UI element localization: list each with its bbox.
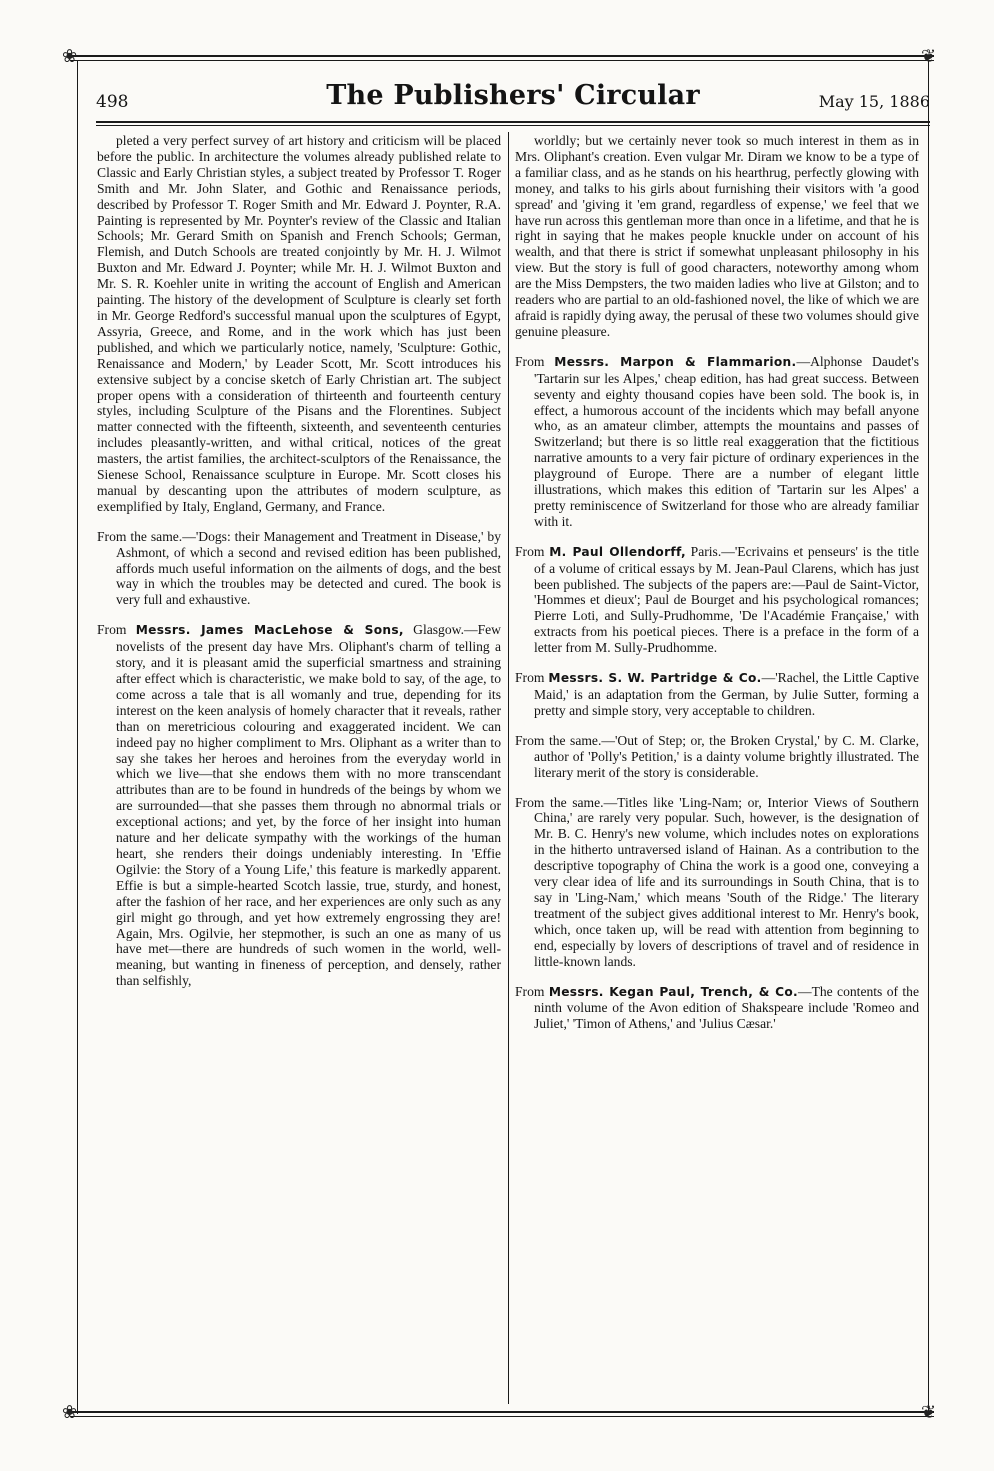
column-divider (508, 132, 509, 1404)
publisher-name: Messrs. James MacLehose & Sons, (135, 623, 404, 638)
article-paragraph (515, 354, 919, 530)
publisher-name: Messrs. Marpon & Flammarion. (554, 354, 797, 369)
paragraph-lead: From (97, 622, 136, 638)
paragraph-lead: From the same. (515, 732, 602, 748)
publisher-name: Messrs. S. W. Partridge & Co. (548, 671, 762, 686)
article-paragraph (515, 984, 919, 1033)
paragraph-lead: From the same. (97, 528, 183, 544)
paragraph-text: —'Rachel, the Little Captive Maid,' is an adaptation from the German, by Julie Sutter, forming a pretty and simple story, very acceptable to children. (534, 670, 919, 718)
right-column (515, 133, 919, 1032)
corner-ornament-icon: ❦ (921, 1402, 937, 1423)
corner-ornament-icon: ❀ (62, 1402, 78, 1423)
paragraph-text: worldly; but we certainly never took so much interest in them as in Mrs. Oliphant's creation. Even vulgar Mr. Diram we know to be a type of a familiar class, and as he stands on his hearthrug, perfectly glowing with money, and talks to his girls about furnishing their visitors with 'a good spread' and 'giving it 'em grand, regardless of expense,' we feel that we have run across this gentleman more than once in a lifetime, and that he is right in saying that he makes people knuckle under on account of his wealth, and that there is strict if somewhat unpleasant philosophy in his view. But the story is full of good characters, noteworthy among whom are the Miss Dempsters, the two maiden ladies who live at Gilston; and to readers who are partial to an old-fashioned novel, the like of which we are afraid is rapidly dying away, the perusal of these two volumes should give genuine pleasure. (515, 133, 919, 339)
article-paragraph (515, 544, 919, 656)
article-paragraph (515, 733, 919, 781)
paragraph-text: Glasgow.—Few novelists of the present day have Mrs. Oliphant's charm of telling a story, and it is pleasant amid the superficial smartness and straining after effect which is characteristic, we make bold to say, of the age, to come across a tale that is all womanly and true, depending for its interest on the keen analysis of homely character that it reveals, rather than on meretricious colouring and exaggerated incident. We can indeed pay no higher compliment to Mrs. Oliphant as a writer than to say she takes her heroes and heroines from the everyday world in which we live—that she endows them with no more transcendant attributes than are to be found in hundreds of the beings by whom we are surrounded—that she passes them through no abnormal trials or exceptional actions; and yet, by the force of her insight into human nature and her delicate sympathy with the workings of the human heart, she renders their doings undeniably interesting. In 'Effie Ogilvie: the Story of a Young Life,' this feature is markedly apparent. Effie is but a simple-hearted Scotch lassie, true, sturdy, and honest, after the fashion of her race, and her experiences are only such as any girl might go through, and yet how extremely engrossing they are! Again, Mrs. Ogilvie, her stepmother, is such an one as many of us have met—there are hundreds of such women in the world, well-meaning, but wanting in fineness of perception, and densely, rather than selfishly, (116, 622, 501, 989)
article-paragraph (97, 622, 501, 989)
header-rule-thin (96, 125, 930, 126)
issue-date: May 15, 1886 (818, 92, 930, 111)
right-border-rule (928, 60, 929, 1414)
bottom-border-rule (70, 1411, 934, 1413)
paragraph-lead: From (515, 353, 555, 369)
article-paragraph (515, 795, 919, 970)
paragraph-text: —'Dogs: their Management and Treatment in Disease,' by Ashmont, of which a second and revised edition has been published, affords much useful information on the ailments of dogs, and the best way in which the troubles may be detected and cured. The book is very full and exhaustive. (116, 528, 501, 608)
page-number: 498 (96, 92, 129, 112)
paragraph-lead: From the same. (515, 794, 604, 810)
page-header (96, 80, 930, 120)
paragraph-lead: From (515, 543, 550, 559)
article-paragraph (97, 133, 501, 515)
paragraph-text: —Alphonse Daudet's 'Tartarin sur les Alpes,' cheap edition, has had great success. Between seventy and eighty thousand copies have been sold. The book is, in effect, a humorous account of the incidents which may befall anyone who, as an amateur climber, attempts the mountains and passes of Switzerland; but there is so little real exaggeration that the fictitious narrative amounts to a very fair picture of ordinary experiences in the playground of Europe. There are a number of elegant little illustrations, which makes this edition of 'Tartarin sur les Alpes' a pretty reminiscence of Switzerland for those who are already familiar with it. (534, 353, 919, 529)
publisher-name: Messrs. Kegan Paul, Trench, & Co. (548, 984, 798, 999)
top-border-rule (70, 55, 934, 57)
paragraph-lead: From (515, 983, 549, 999)
paragraph-text: pleted a very perfect survey of art history and criticism will be placed before the public. In architecture the volumes already published relate to Classic and Early Christian styles, a subject treated by Professor T. Roger Smith and Mr. John Slater, and Gothic and Renaissance periods, described by Professor T. Roger Smith and Mr. Edward J. Poynter, R.A. Painting is represented by Mr. Poynter's review of the Classic and Italian Schools; Mr. Gerard Smith on Spanish and French Schools; German, Flemish, and Dutch Schools are treated conjointly by Mr. H. J. Wilmot Buxton and Mr. Edward J. Poynter; while Mr. H. J. Wilmot Buxton and Mr. S. R. Koehler unite in writing the account of English and American painting. The history of the development of Sculpture is clearly set forth in Mr. George Redford's successful manual upon the sculptures of Egypt, Assyria, Greece, and Rome, and in the work which has just been published, and which we particularly notice, namely, 'Sculpture: Gothic, Renaissance and Modern,' by Leader Scott, Mr. Scott introduces his extensive subject by a concise sketch of Early Christian art. The subject proper opens with a consideration of thirteenth and fourteenth century styles, including Sculpture of the Pisans and the Florentines. Subject matter connected with the fifteenth, sixteenth, and seventeenth centuries includes pleasantly-written, and withal critical, notices of the great masters, the artist families, the architect-sculptors of the Renaissance, the Sienese School, Renaissance sculpture in Europe. Mr. Scott closes his manual by descanting upon the attributes of modern sculpture, as exemplified by Italy, England, Germany, and France. (97, 133, 501, 514)
publisher-name: M. Paul Ollendorff, (549, 544, 686, 559)
article-paragraph (515, 133, 919, 340)
page-title: The Publishers' Circular (326, 80, 700, 111)
paragraph-text: —Titles like 'Ling-Nam; or, Interior Views of Southern China,' are rarely very popular. Such, however, is the designation of Mr. B. C. Henry's new volume, which includes notes on explorations in the hitherto untraversed island of Hainan. As a contribution to the descriptive topography of China the work is a good one, conveying a very clear idea of life and its surroundings in South China, that is to say in 'Ling-Nam,' which means 'South of the Ridge.' The literary treatment of the subject gives additional interest to Mr. Henry's book, which, once taken up, will be read with attention from beginning to end, especially by lovers of descriptions of travel and of residence in little-known lands. (534, 794, 919, 969)
paragraph-text: —'Out of Step; or, the Broken Crystal,' by C. M. Clarke, author of 'Polly's Petition,' is a dainty volume brightly illustrated. The literary merit of the story is considerable. (534, 732, 919, 780)
header-rule (96, 121, 930, 123)
paragraph-text: Paris.—'Ecrivains et penseurs' is the title of a volume of critical essays by M. Jean-Paul Clarens, which has just been published. The subjects of the papers are:—Paul de Saint-Victor, 'Hommes et dieux'; Paul de Bourget and his psychological romances; Pierre Loti, and Sully-Prudhomme, 'De l'Académie Française,' with extracts from his poetical pieces. There is a preface in the form of a letter from M. Sully-Prudhomme. (534, 543, 919, 656)
article-paragraph (97, 529, 501, 609)
bottom-border-rule-inner (70, 1416, 934, 1417)
left-border-rule (77, 60, 78, 1414)
top-border-rule-inner (70, 60, 934, 61)
paragraph-text: —The contents of the ninth volume of the Avon edition of Shakspeare include 'Romeo and Juliet,' 'Timon of Athens,' and 'Julius Cæsar.' (534, 983, 919, 1032)
corner-ornament-icon: ❦ (921, 46, 937, 67)
article-paragraph (515, 670, 919, 719)
paragraph-lead: From (515, 670, 549, 686)
left-column (97, 133, 501, 989)
corner-ornament-icon: ❀ (62, 46, 78, 67)
